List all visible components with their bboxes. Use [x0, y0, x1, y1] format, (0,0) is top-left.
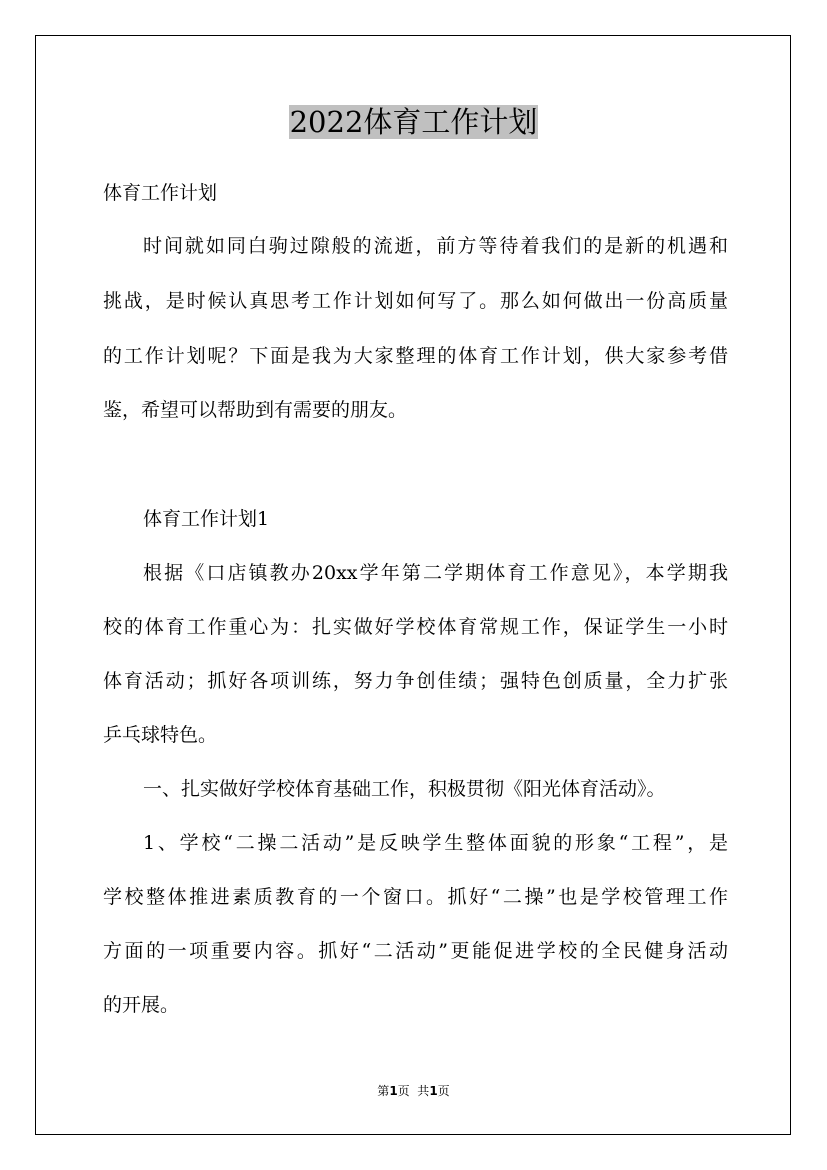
footer-page-suffix: 页 共: [397, 1084, 430, 1098]
para2-line-4: 的开展。: [103, 994, 180, 1016]
document-title: [0, 102, 827, 142]
footer-total-pages: 1: [429, 1084, 438, 1098]
page-footer: [0, 1083, 827, 1099]
intro-line-1: 时间就如同白驹过隙般的流逝，前方等待着我们的是新的机遇和: [143, 235, 728, 257]
para2-line-2: 学校整体推进素质教育的一个窗口。抓好“二操”也是学校管理工作: [103, 886, 728, 908]
footer-page-prefix: 第: [377, 1084, 390, 1098]
para1-line-4: 乒乓球特色。: [103, 724, 218, 746]
para2-line-1: 1、学校“二操二活动”是反映学生整体面貌的形象“工程”，是: [143, 832, 728, 854]
intro-line-4: 鉴，希望可以帮助到有需要的朋友。: [103, 399, 408, 421]
footer-page-number: 1: [389, 1084, 398, 1098]
para1-line-1: 根据《口店镇教办20xx学年第二学期体育工作意见》，本学期我: [143, 562, 728, 584]
intro-line-2: 挑战，是时候认真思考工作计划如何写了。那么如何做出一份高质量: [103, 290, 728, 312]
heading-one: 一、扎实做好学校体育基础工作，积极贯彻《阳光体育活动》。: [143, 778, 666, 800]
section-heading: 体育工作计划1: [143, 508, 270, 530]
para1-line-3: 体育活动；抓好各项训练，努力争创佳绩；强特色创质量，全力扩张: [103, 670, 728, 692]
footer-total-suffix: 页: [437, 1084, 450, 1098]
para1-line-2: 校的体育工作重心为：扎实做好学校体育常规工作，保证学生一小时: [103, 616, 728, 638]
para2-line-3: 方面的一项重要内容。抓好“二活动”更能促进学校的全民健身活动: [103, 940, 728, 962]
document-subtitle: 体育工作计划: [103, 182, 218, 204]
intro-line-3: 的工作计划呢？下面是我为大家整理的体育工作计划，供大家参考借: [103, 345, 728, 367]
document-title-text: 2022体育工作计划: [289, 105, 538, 139]
